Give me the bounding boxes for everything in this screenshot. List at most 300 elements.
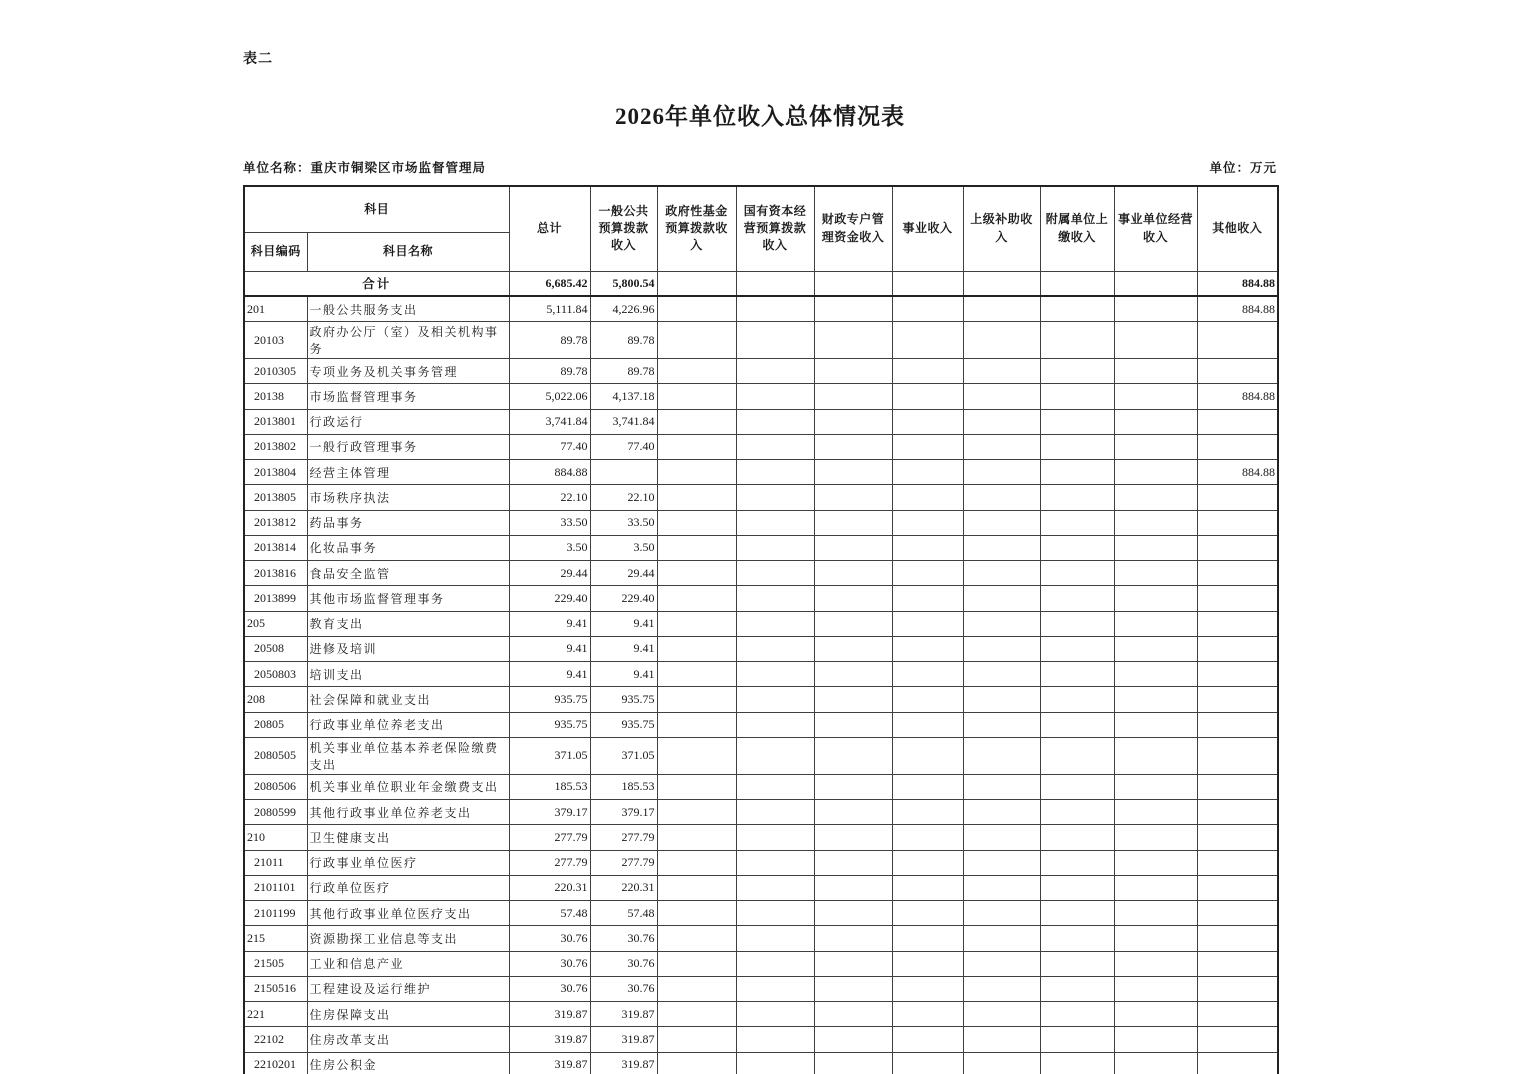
total-cell: 5,022.06 bbox=[509, 384, 590, 409]
fiscal-account-funds-cell bbox=[814, 586, 892, 611]
table-row bbox=[244, 1052, 1278, 1074]
table-row bbox=[244, 737, 1278, 774]
institution-operating-income-cell bbox=[1114, 850, 1197, 875]
subject-code-cell: 205 bbox=[244, 611, 307, 636]
fiscal-account-funds-cell bbox=[814, 561, 892, 586]
business-income-cell bbox=[892, 636, 963, 661]
gov-fund-budget-cell bbox=[657, 1052, 736, 1074]
superior-subsidy-cell bbox=[963, 875, 1040, 900]
general-public-budget-cell: 29.44 bbox=[590, 561, 657, 586]
general-public-budget-cell: 89.78 bbox=[590, 359, 657, 384]
business-income-cell bbox=[892, 687, 963, 712]
affiliated-unit-income-cell bbox=[1040, 359, 1114, 384]
superior-subsidy-cell bbox=[963, 510, 1040, 535]
business-income-cell bbox=[892, 485, 963, 510]
meta-row bbox=[243, 158, 1277, 176]
affiliated-unit-income-cell bbox=[1040, 901, 1114, 926]
other-income-cell bbox=[1197, 611, 1278, 636]
fiscal-account-funds-cell bbox=[814, 359, 892, 384]
general-public-budget-cell: 30.76 bbox=[590, 926, 657, 951]
total-cell: 29.44 bbox=[509, 561, 590, 586]
general-public-budget-cell: 4,226.96 bbox=[590, 296, 657, 321]
superior-subsidy-cell bbox=[963, 737, 1040, 774]
state-capital-budget-cell bbox=[736, 712, 814, 737]
general-public-budget-cell: 57.48 bbox=[590, 901, 657, 926]
subject-name-cell: 其他市场监督管理事务 bbox=[307, 586, 509, 611]
gov-fund-budget-cell bbox=[657, 460, 736, 485]
table-row bbox=[244, 384, 1278, 409]
institution-operating-income-cell bbox=[1114, 409, 1197, 434]
state-capital-budget-cell bbox=[736, 636, 814, 661]
affiliated-unit-income-cell bbox=[1040, 662, 1114, 687]
subject-name-cell: 市场秩序执法 bbox=[307, 485, 509, 510]
other-income-cell bbox=[1197, 485, 1278, 510]
superior-subsidy-cell bbox=[963, 561, 1040, 586]
subject-code-cell: 20508 bbox=[244, 636, 307, 661]
general-public-budget-cell: 319.87 bbox=[590, 1027, 657, 1052]
superior-subsidy-cell bbox=[963, 662, 1040, 687]
subject-name-cell: 食品安全监管 bbox=[307, 561, 509, 586]
affiliated-unit-income-cell bbox=[1040, 687, 1114, 712]
business-income-cell bbox=[892, 409, 963, 434]
other-income-cell bbox=[1197, 322, 1278, 359]
income-summary-table bbox=[243, 185, 1279, 1074]
total-cell: 57.48 bbox=[509, 901, 590, 926]
superior-subsidy-cell bbox=[963, 296, 1040, 321]
total-cell: 30.76 bbox=[509, 951, 590, 976]
other-income-cell: 884.88 bbox=[1197, 384, 1278, 409]
total-cell: 9.41 bbox=[509, 636, 590, 661]
total-cell: 277.79 bbox=[509, 850, 590, 875]
business-income-cell bbox=[892, 737, 963, 774]
total-cell: 9.41 bbox=[509, 611, 590, 636]
subject-code-cell: 20138 bbox=[244, 384, 307, 409]
subject-name-cell: 机关事业单位职业年金缴费支出 bbox=[307, 774, 509, 799]
subject-name-cell: 药品事务 bbox=[307, 510, 509, 535]
subject-code-cell: 2013805 bbox=[244, 485, 307, 510]
table-header bbox=[244, 186, 1278, 271]
business-income-cell bbox=[892, 901, 963, 926]
superior-subsidy-cell bbox=[963, 611, 1040, 636]
total-cell: 30.76 bbox=[509, 926, 590, 951]
subject-name-cell: 行政单位医疗 bbox=[307, 875, 509, 900]
col-header-total: 总计 bbox=[509, 186, 590, 271]
table-row bbox=[244, 901, 1278, 926]
institution-operating-income-cell bbox=[1114, 485, 1197, 510]
gov-fund-budget-cell bbox=[657, 850, 736, 875]
institution-operating-income-cell bbox=[1114, 774, 1197, 799]
superior-subsidy-cell bbox=[963, 976, 1040, 1001]
grand-total-fiscal-account bbox=[814, 271, 892, 296]
institution-operating-income-cell bbox=[1114, 951, 1197, 976]
business-income-cell bbox=[892, 586, 963, 611]
gov-fund-budget-cell bbox=[657, 296, 736, 321]
grand-total-state-capital bbox=[736, 271, 814, 296]
other-income-cell bbox=[1197, 825, 1278, 850]
table-row bbox=[244, 687, 1278, 712]
subject-name-cell: 社会保障和就业支出 bbox=[307, 687, 509, 712]
table-row bbox=[244, 434, 1278, 459]
business-income-cell bbox=[892, 1027, 963, 1052]
state-capital-budget-cell bbox=[736, 926, 814, 951]
superior-subsidy-cell bbox=[963, 460, 1040, 485]
table-row bbox=[244, 561, 1278, 586]
subject-name-cell: 卫生健康支出 bbox=[307, 825, 509, 850]
superior-subsidy-cell bbox=[963, 774, 1040, 799]
institution-operating-income-cell bbox=[1114, 1052, 1197, 1074]
affiliated-unit-income-cell bbox=[1040, 460, 1114, 485]
state-capital-budget-cell bbox=[736, 1052, 814, 1074]
general-public-budget-cell: 371.05 bbox=[590, 737, 657, 774]
state-capital-budget-cell bbox=[736, 662, 814, 687]
total-cell: 185.53 bbox=[509, 774, 590, 799]
fiscal-account-funds-cell bbox=[814, 1027, 892, 1052]
superior-subsidy-cell bbox=[963, 322, 1040, 359]
affiliated-unit-income-cell bbox=[1040, 712, 1114, 737]
business-income-cell bbox=[892, 800, 963, 825]
institution-operating-income-cell bbox=[1114, 535, 1197, 560]
gov-fund-budget-cell bbox=[657, 976, 736, 1001]
subject-code-cell: 22102 bbox=[244, 1027, 307, 1052]
col-header-affiliated-unit-income: 附属单位上缴收入 bbox=[1040, 186, 1114, 271]
state-capital-budget-cell bbox=[736, 850, 814, 875]
gov-fund-budget-cell bbox=[657, 359, 736, 384]
affiliated-unit-income-cell bbox=[1040, 926, 1114, 951]
col-header-gov-fund-budget: 政府性基金预算拨款收入 bbox=[657, 186, 736, 271]
subject-code-cell: 2010305 bbox=[244, 359, 307, 384]
gov-fund-budget-cell bbox=[657, 1027, 736, 1052]
col-header-fiscal-account-funds: 财政专户管理资金收入 bbox=[814, 186, 892, 271]
subject-code-cell: 2013814 bbox=[244, 535, 307, 560]
fiscal-account-funds-cell bbox=[814, 409, 892, 434]
affiliated-unit-income-cell bbox=[1040, 850, 1114, 875]
general-public-budget-cell: 9.41 bbox=[590, 662, 657, 687]
gov-fund-budget-cell bbox=[657, 875, 736, 900]
other-income-cell bbox=[1197, 1027, 1278, 1052]
subject-code-cell: 2013816 bbox=[244, 561, 307, 586]
fiscal-account-funds-cell bbox=[814, 737, 892, 774]
table-row bbox=[244, 535, 1278, 560]
general-public-budget-cell: 935.75 bbox=[590, 687, 657, 712]
subject-code-cell: 2013899 bbox=[244, 586, 307, 611]
general-public-budget-cell: 3,741.84 bbox=[590, 409, 657, 434]
total-cell: 33.50 bbox=[509, 510, 590, 535]
subject-name-cell: 资源勘探工业信息等支出 bbox=[307, 926, 509, 951]
fiscal-account-funds-cell bbox=[814, 662, 892, 687]
other-income-cell bbox=[1197, 951, 1278, 976]
subject-code-cell: 21011 bbox=[244, 850, 307, 875]
table-row bbox=[244, 712, 1278, 737]
affiliated-unit-income-cell bbox=[1040, 1027, 1114, 1052]
fiscal-account-funds-cell bbox=[814, 875, 892, 900]
table-row bbox=[244, 976, 1278, 1001]
affiliated-unit-income-cell bbox=[1040, 976, 1114, 1001]
affiliated-unit-income-cell bbox=[1040, 611, 1114, 636]
superior-subsidy-cell bbox=[963, 1002, 1040, 1027]
business-income-cell bbox=[892, 561, 963, 586]
total-cell: 277.79 bbox=[509, 825, 590, 850]
page-title: 2026年单位收入总体情况表 bbox=[615, 104, 905, 129]
total-cell: 5,111.84 bbox=[509, 296, 590, 321]
state-capital-budget-cell bbox=[736, 359, 814, 384]
other-income-cell bbox=[1197, 510, 1278, 535]
general-public-budget-cell: 30.76 bbox=[590, 951, 657, 976]
business-income-cell bbox=[892, 712, 963, 737]
table-row bbox=[244, 485, 1278, 510]
total-cell: 22.10 bbox=[509, 485, 590, 510]
subject-code-cell: 21505 bbox=[244, 951, 307, 976]
subject-name-cell: 一般公共服务支出 bbox=[307, 296, 509, 321]
total-cell: 371.05 bbox=[509, 737, 590, 774]
institution-operating-income-cell bbox=[1114, 322, 1197, 359]
other-income-cell bbox=[1197, 976, 1278, 1001]
subject-name-cell: 其他行政事业单位养老支出 bbox=[307, 800, 509, 825]
superior-subsidy-cell bbox=[963, 687, 1040, 712]
col-header-state-capital-budget: 国有资本经营预算拨款收入 bbox=[736, 186, 814, 271]
affiliated-unit-income-cell bbox=[1040, 434, 1114, 459]
fiscal-account-funds-cell bbox=[814, 1002, 892, 1027]
gov-fund-budget-cell bbox=[657, 485, 736, 510]
general-public-budget-cell: 277.79 bbox=[590, 825, 657, 850]
other-income-cell bbox=[1197, 409, 1278, 434]
state-capital-budget-cell bbox=[736, 976, 814, 1001]
state-capital-budget-cell bbox=[736, 800, 814, 825]
superior-subsidy-cell bbox=[963, 359, 1040, 384]
col-header-business-income: 事业收入 bbox=[892, 186, 963, 271]
grand-total-affiliated bbox=[1040, 271, 1114, 296]
gov-fund-budget-cell bbox=[657, 322, 736, 359]
gov-fund-budget-cell bbox=[657, 737, 736, 774]
other-income-cell bbox=[1197, 712, 1278, 737]
fiscal-account-funds-cell bbox=[814, 636, 892, 661]
subject-name-cell: 行政事业单位养老支出 bbox=[307, 712, 509, 737]
subject-name-cell: 其他行政事业单位医疗支出 bbox=[307, 901, 509, 926]
superior-subsidy-cell bbox=[963, 409, 1040, 434]
business-income-cell bbox=[892, 322, 963, 359]
general-public-budget-cell: 77.40 bbox=[590, 434, 657, 459]
gov-fund-budget-cell bbox=[657, 926, 736, 951]
business-income-cell bbox=[892, 951, 963, 976]
general-public-budget-cell: 935.75 bbox=[590, 712, 657, 737]
total-cell: 9.41 bbox=[509, 662, 590, 687]
table-row bbox=[244, 322, 1278, 359]
total-cell: 220.31 bbox=[509, 875, 590, 900]
other-income-cell bbox=[1197, 1052, 1278, 1074]
affiliated-unit-income-cell bbox=[1040, 800, 1114, 825]
business-income-cell bbox=[892, 510, 963, 535]
table-number-label: 表二 bbox=[243, 52, 273, 67]
gov-fund-budget-cell bbox=[657, 774, 736, 799]
gov-fund-budget-cell bbox=[657, 409, 736, 434]
org-name-label: 单位名称：重庆市铜梁区市场监督管理局 bbox=[243, 161, 487, 175]
fiscal-account-funds-cell bbox=[814, 322, 892, 359]
fiscal-account-funds-cell bbox=[814, 926, 892, 951]
institution-operating-income-cell bbox=[1114, 510, 1197, 535]
subject-name-cell: 住房改革支出 bbox=[307, 1027, 509, 1052]
subject-name-cell: 经营主体管理 bbox=[307, 460, 509, 485]
affiliated-unit-income-cell bbox=[1040, 561, 1114, 586]
fiscal-account-funds-cell bbox=[814, 1052, 892, 1074]
col-header-subject: 科目 bbox=[244, 186, 509, 232]
subject-code-cell: 2013812 bbox=[244, 510, 307, 535]
gov-fund-budget-cell bbox=[657, 586, 736, 611]
table-row bbox=[244, 774, 1278, 799]
subject-code-cell: 2150516 bbox=[244, 976, 307, 1001]
institution-operating-income-cell bbox=[1114, 662, 1197, 687]
gov-fund-budget-cell bbox=[657, 662, 736, 687]
superior-subsidy-cell bbox=[963, 825, 1040, 850]
institution-operating-income-cell bbox=[1114, 875, 1197, 900]
subject-name-cell: 住房保障支出 bbox=[307, 1002, 509, 1027]
grand-total-label: 合计 bbox=[244, 271, 509, 296]
state-capital-budget-cell bbox=[736, 611, 814, 636]
col-header-superior-subsidy: 上级补助收入 bbox=[963, 186, 1040, 271]
table-row bbox=[244, 636, 1278, 661]
fiscal-account-funds-cell bbox=[814, 901, 892, 926]
fiscal-account-funds-cell bbox=[814, 485, 892, 510]
gov-fund-budget-cell bbox=[657, 535, 736, 560]
fiscal-account-funds-cell bbox=[814, 384, 892, 409]
other-income-cell bbox=[1197, 636, 1278, 661]
superior-subsidy-cell bbox=[963, 1027, 1040, 1052]
state-capital-budget-cell bbox=[736, 485, 814, 510]
fiscal-account-funds-cell bbox=[814, 460, 892, 485]
fiscal-account-funds-cell bbox=[814, 774, 892, 799]
affiliated-unit-income-cell bbox=[1040, 510, 1114, 535]
superior-subsidy-cell bbox=[963, 434, 1040, 459]
total-cell: 319.87 bbox=[509, 1052, 590, 1074]
state-capital-budget-cell bbox=[736, 460, 814, 485]
affiliated-unit-income-cell bbox=[1040, 875, 1114, 900]
superior-subsidy-cell bbox=[963, 535, 1040, 560]
subject-name-cell: 市场监督管理事务 bbox=[307, 384, 509, 409]
other-income-cell bbox=[1197, 535, 1278, 560]
business-income-cell bbox=[892, 662, 963, 687]
business-income-cell bbox=[892, 460, 963, 485]
affiliated-unit-income-cell bbox=[1040, 296, 1114, 321]
affiliated-unit-income-cell bbox=[1040, 636, 1114, 661]
business-income-cell bbox=[892, 926, 963, 951]
subject-name-cell: 工业和信息产业 bbox=[307, 951, 509, 976]
state-capital-budget-cell bbox=[736, 687, 814, 712]
subject-code-cell: 20103 bbox=[244, 322, 307, 359]
institution-operating-income-cell bbox=[1114, 1002, 1197, 1027]
superior-subsidy-cell bbox=[963, 951, 1040, 976]
table-row bbox=[244, 460, 1278, 485]
table-row bbox=[244, 510, 1278, 535]
affiliated-unit-income-cell bbox=[1040, 586, 1114, 611]
total-cell: 3,741.84 bbox=[509, 409, 590, 434]
table-row bbox=[244, 611, 1278, 636]
table-row bbox=[244, 875, 1278, 900]
affiliated-unit-income-cell bbox=[1040, 1052, 1114, 1074]
subject-name-cell: 政府办公厅（室）及相关机构事务 bbox=[307, 322, 509, 359]
state-capital-budget-cell bbox=[736, 322, 814, 359]
other-income-cell bbox=[1197, 737, 1278, 774]
affiliated-unit-income-cell bbox=[1040, 774, 1114, 799]
gov-fund-budget-cell bbox=[657, 712, 736, 737]
total-cell: 89.78 bbox=[509, 322, 590, 359]
subject-code-cell: 208 bbox=[244, 687, 307, 712]
superior-subsidy-cell bbox=[963, 712, 1040, 737]
state-capital-budget-cell bbox=[736, 1027, 814, 1052]
fiscal-account-funds-cell bbox=[814, 687, 892, 712]
fiscal-account-funds-cell bbox=[814, 611, 892, 636]
state-capital-budget-cell bbox=[736, 1002, 814, 1027]
table-row bbox=[244, 586, 1278, 611]
superior-subsidy-cell bbox=[963, 850, 1040, 875]
institution-operating-income-cell bbox=[1114, 800, 1197, 825]
fiscal-account-funds-cell bbox=[814, 951, 892, 976]
business-income-cell bbox=[892, 535, 963, 560]
business-income-cell bbox=[892, 611, 963, 636]
general-public-budget-cell: 30.76 bbox=[590, 976, 657, 1001]
state-capital-budget-cell bbox=[736, 510, 814, 535]
table-body bbox=[244, 271, 1278, 1074]
table-row bbox=[244, 825, 1278, 850]
affiliated-unit-income-cell bbox=[1040, 1002, 1114, 1027]
affiliated-unit-income-cell bbox=[1040, 951, 1114, 976]
fiscal-account-funds-cell bbox=[814, 296, 892, 321]
subject-name-cell: 教育支出 bbox=[307, 611, 509, 636]
superior-subsidy-cell bbox=[963, 800, 1040, 825]
superior-subsidy-cell bbox=[963, 485, 1040, 510]
superior-subsidy-cell bbox=[963, 586, 1040, 611]
other-income-cell bbox=[1197, 1002, 1278, 1027]
currency-unit-label: 单位：万元 bbox=[1209, 161, 1277, 175]
general-public-budget-cell: 319.87 bbox=[590, 1052, 657, 1074]
institution-operating-income-cell bbox=[1114, 1027, 1197, 1052]
institution-operating-income-cell bbox=[1114, 561, 1197, 586]
subject-code-cell: 2050803 bbox=[244, 662, 307, 687]
total-cell: 89.78 bbox=[509, 359, 590, 384]
subject-code-cell: 201 bbox=[244, 296, 307, 321]
fiscal-account-funds-cell bbox=[814, 510, 892, 535]
superior-subsidy-cell bbox=[963, 1052, 1040, 1074]
state-capital-budget-cell bbox=[736, 825, 814, 850]
subject-code-cell: 2210201 bbox=[244, 1052, 307, 1074]
fiscal-account-funds-cell bbox=[814, 535, 892, 560]
total-cell: 935.75 bbox=[509, 712, 590, 737]
institution-operating-income-cell bbox=[1114, 737, 1197, 774]
grand-total-general-public: 5,800.54 bbox=[590, 271, 657, 296]
gov-fund-budget-cell bbox=[657, 1002, 736, 1027]
other-income-cell bbox=[1197, 586, 1278, 611]
superior-subsidy-cell bbox=[963, 926, 1040, 951]
state-capital-budget-cell bbox=[736, 434, 814, 459]
institution-operating-income-cell bbox=[1114, 976, 1197, 1001]
total-cell: 319.87 bbox=[509, 1027, 590, 1052]
grand-total-total: 6,685.42 bbox=[509, 271, 590, 296]
fiscal-account-funds-cell bbox=[814, 434, 892, 459]
general-public-budget-cell: 379.17 bbox=[590, 800, 657, 825]
subject-code-cell: 2013804 bbox=[244, 460, 307, 485]
gov-fund-budget-cell bbox=[657, 561, 736, 586]
table-row bbox=[244, 850, 1278, 875]
total-cell: 884.88 bbox=[509, 460, 590, 485]
other-income-cell bbox=[1197, 800, 1278, 825]
other-income-cell bbox=[1197, 561, 1278, 586]
institution-operating-income-cell bbox=[1114, 434, 1197, 459]
general-public-budget-cell: 229.40 bbox=[590, 586, 657, 611]
business-income-cell bbox=[892, 825, 963, 850]
subject-name-cell: 住房公积金 bbox=[307, 1052, 509, 1074]
col-header-subject-name: 科目名称 bbox=[307, 232, 509, 271]
other-income-cell bbox=[1197, 850, 1278, 875]
grand-total-operating bbox=[1114, 271, 1197, 296]
state-capital-budget-cell bbox=[736, 296, 814, 321]
other-income-cell bbox=[1197, 901, 1278, 926]
